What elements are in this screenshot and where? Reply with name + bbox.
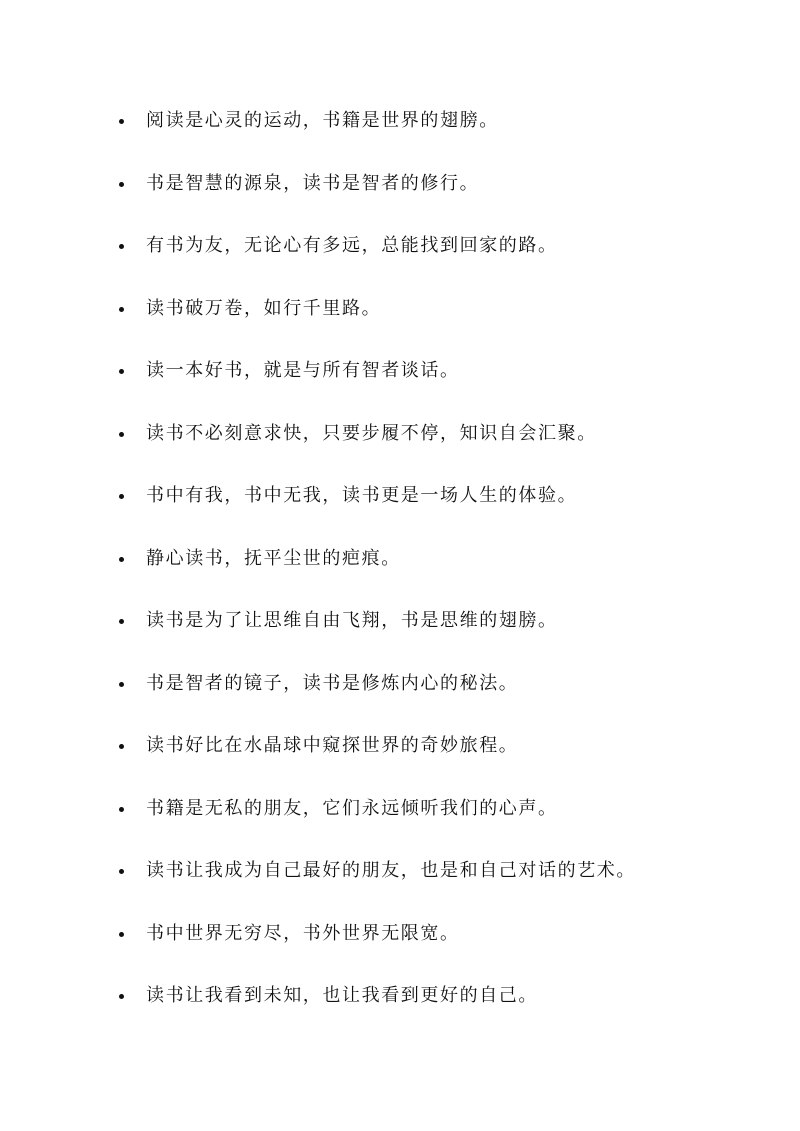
list-item: [116, 528, 756, 591]
quote-text: 读书不必刻意求快，只要步履不停，知识自会汇聚。: [146, 422, 597, 444]
bullet-icon: [119, 119, 124, 124]
bullet-icon: [119, 932, 124, 937]
quote-text: 书籍是无私的朋友，它们永远倾听我们的心声。: [146, 797, 558, 819]
bullet-icon: [119, 619, 124, 624]
quote-text: 书是智者的镜子，读书是修炼内心的秘法。: [146, 672, 519, 694]
list-item: [116, 903, 756, 966]
bullet-icon: [119, 682, 124, 687]
quote-text: 读书让我成为自己最好的朋友，也是和自己对话的艺术。: [146, 860, 636, 882]
bullet-icon: [119, 869, 124, 874]
bullet-icon: [119, 244, 124, 249]
list-item: [116, 590, 756, 653]
quote-text: 读书好比在水晶球中窥探世界的奇妙旅程。: [146, 735, 519, 757]
bullet-icon: [119, 494, 124, 499]
bullet-icon: [119, 432, 124, 437]
quote-list: [116, 90, 756, 1028]
quote-text: 读一本好书，就是与所有智者谈话。: [146, 360, 460, 382]
quote-text: 读书是为了让思维自由飞翔，书是思维的翅膀。: [146, 610, 558, 632]
bullet-icon: [119, 307, 124, 312]
bullet-icon: [119, 557, 124, 562]
list-item: [116, 153, 756, 216]
list-item: [116, 340, 756, 403]
quote-text: 阅读是心灵的运动，书籍是世界的翅膀。: [146, 110, 499, 132]
bullet-icon: [119, 182, 124, 187]
quote-text: 书是智慧的源泉，读书是智者的修行。: [146, 172, 480, 194]
list-item: [116, 965, 756, 1028]
list-item: [116, 715, 756, 778]
quote-text: 书中世界无穷尽，书外世界无限宽。: [146, 922, 460, 944]
quote-text: 静心读书，抚平尘世的疤痕。: [146, 547, 401, 569]
quote-text: 有书为友，无论心有多远，总能找到回家的路。: [146, 235, 558, 257]
list-item: [116, 215, 756, 278]
bullet-icon: [119, 369, 124, 374]
bullet-icon: [119, 994, 124, 999]
list-item: [116, 278, 756, 341]
list-item: [116, 403, 756, 466]
list-item: [116, 840, 756, 903]
list-item: [116, 90, 756, 153]
quote-text: 书中有我，书中无我，读书更是一场人生的体验。: [146, 485, 578, 507]
quote-text: 读书让我看到未知，也让我看到更好的自己。: [146, 985, 538, 1007]
quote-text: 读书破万卷，如行千里路。: [146, 297, 382, 319]
list-item: [116, 465, 756, 528]
bullet-icon: [119, 744, 124, 749]
bullet-icon: [119, 807, 124, 812]
list-item: [116, 778, 756, 841]
list-item: [116, 653, 756, 716]
